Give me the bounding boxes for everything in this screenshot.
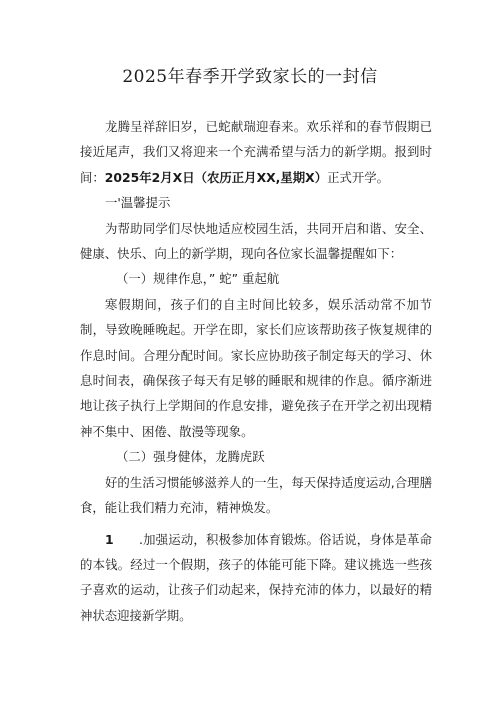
- item-number: 1: [105, 531, 114, 547]
- subsection-heading-fitness: （二）强身健体，龙腾虎跃: [116, 449, 265, 465]
- intro-text: 龙腾呈祥辞旧岁，已蛇献瑞迎春来。欢乐祥和的春节假期已接近尾声，我们又将迎来一个充满希望与活力的新学期。报到时间：: [80, 119, 432, 185]
- routine-paragraph: 寒假期间，孩子们的自主时间比较多，娱乐活动常不加节制，导致晚睡晚起。开学在即，家长们应该帮助孩子恢复规律的作息时间。合理分配时间。家长应协助孩子制定每天的学习、休息时间表，确保孩子每天有足够的睡眠和规律的作息。循序渐进地让孩子执行上学期间的作息安排，避免孩子在开学之初出现精神不集中、困倦、散漫等现象。: [80, 296, 432, 439]
- exercise-text: .加强运动，积极参加体育锻炼。俗话说，身体是革命的本钱。经过一个假期，孩子的体能可能下降。建议挑选一些孩子喜欢的运动，让孩子们动起来，保持充沛的体力，以最好的精神状态迎接新学期。: [80, 531, 432, 623]
- section-heading-reminder: 一'温馨提示: [105, 195, 171, 211]
- fitness-paragraph: 好的生活习惯能够滋养人的一生，每天保持适度运动,合理膳食，能让我们精力充沛，精神焕发。: [80, 474, 432, 516]
- document-title: 2025年春季开学致家长的一封信: [122, 67, 378, 87]
- subsection-heading-routine: （一）规律作息，” 蛇” 重起航: [116, 271, 280, 287]
- intro-suffix: 正式开学。: [327, 169, 390, 185]
- exercise-item: [80, 527, 432, 629]
- document-body: [80, 114, 432, 628]
- report-date: 2025年2月X日（农历正月XX,星期X）: [104, 169, 328, 185]
- reminder-intro-paragraph: 为帮助同学们尽快地适应校园生活，共同开启和谐、安全、健康、快乐、向上的新学期，现向各位家长温馨提醒如下：: [80, 220, 432, 262]
- intro-paragraph: [80, 114, 432, 190]
